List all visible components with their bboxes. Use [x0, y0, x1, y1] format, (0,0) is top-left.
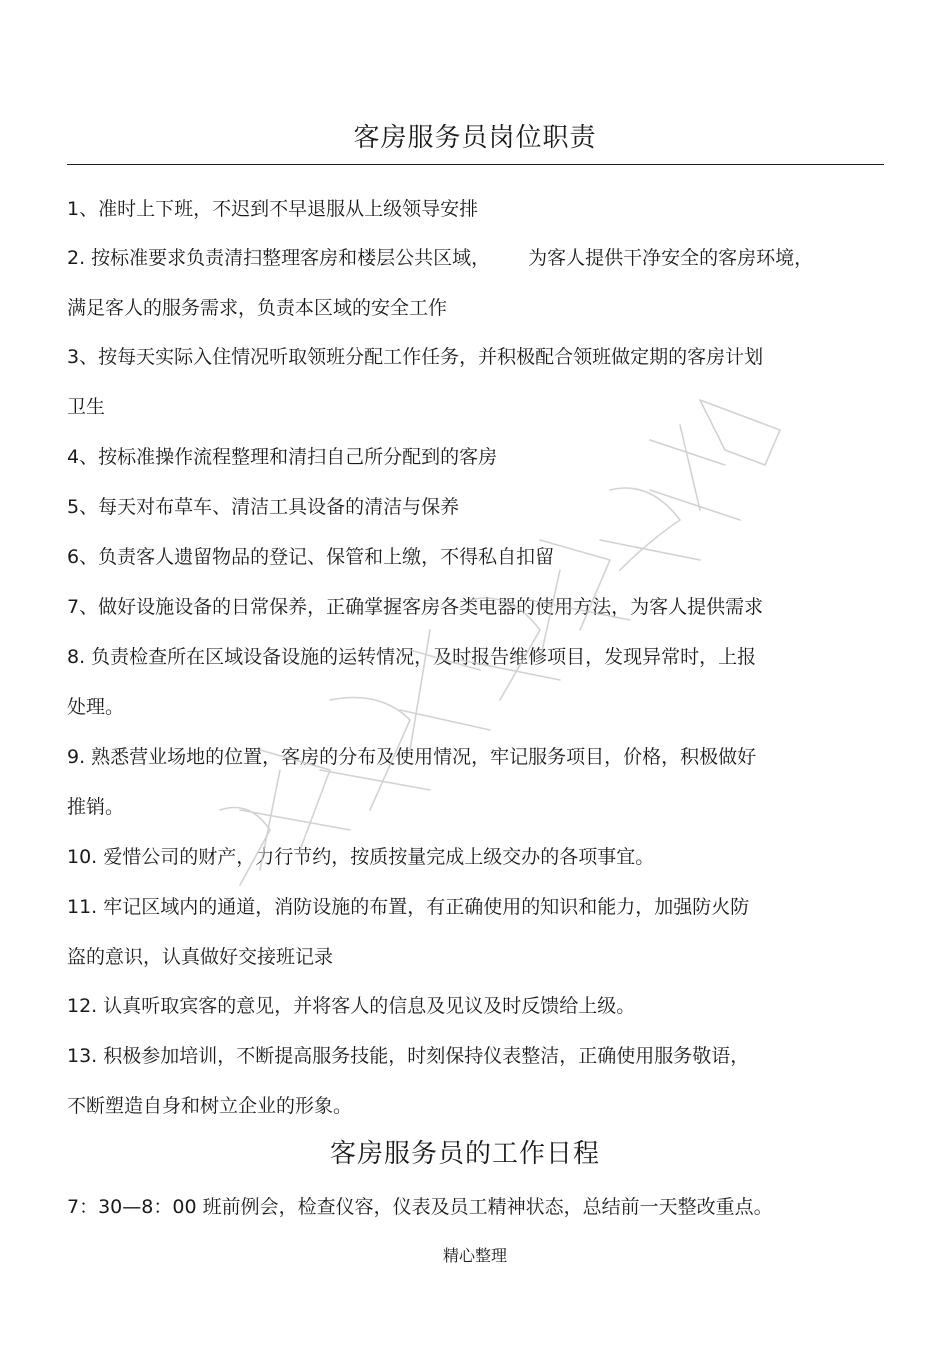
duty-line-2-part-a: 2. 按标准要求负责清扫整理客房和楼层公共区域， — [67, 247, 491, 269]
page-title: 客房服务员岗位职责 — [353, 123, 597, 153]
duty-line-13-cont: 不断塑造自身和树立企业的形象。 — [67, 1095, 353, 1117]
duty-line-2-cont: 满足客人的服务需求，负责本区域的安全工作 — [67, 297, 448, 319]
duty-line-8-cont: 处理。 — [67, 696, 125, 718]
duty-line-13: 13. 积极参加培训，不断提高服务技能，时刻保持仪表整洁，正确使用服务敬语， — [67, 1045, 750, 1067]
duty-line-2 — [67, 243, 813, 273]
schedule-line-1: 7：30—8：00 班前例会，检查仪容，仪表及员工精神状态，总结前一天整改重点。 — [67, 1196, 773, 1218]
title-divider — [67, 164, 884, 165]
duty-line-8: 8. 负责检查所在区域设备设施的运转情况，及时报告维修项目，发现异常时，上报 — [67, 646, 757, 668]
duty-line-9-cont: 推销。 — [67, 796, 125, 818]
duty-line-2-part-b: 为客人提供干净安全的客房环境， — [528, 247, 814, 269]
duty-line-10: 10. 爱惜公司的财产，力行节约，按质按量完成上级交办的各项事宜。 — [67, 846, 655, 868]
section-title: 客房服务员的工作日程 — [329, 1139, 600, 1169]
page-footer: 精心整理 — [442, 1246, 507, 1265]
duty-line-12: 12. 认真听取宾客的意见，并将客人的信息及见议及时反馈给上级。 — [67, 995, 636, 1017]
duty-line-11: 11. 牢记区域内的通道，消防设施的布置，有正确使用的知识和能力，加强防火防 — [67, 896, 750, 918]
duty-line-3: 3、按每天实际入住情况听取领班分配工作任务，并积极配合领班做定期的客房计划 — [67, 346, 764, 368]
duty-line-6: 6、负责客人遗留物品的登记、保管和上缴，不得私自扣留 — [67, 546, 555, 568]
duty-line-1: 1、准时上下班，不迟到不早退服从上级领导安排 — [67, 198, 479, 220]
duty-line-3-cont: 卫生 — [67, 396, 106, 418]
duty-line-7: 7、做好设施设备的日常保养，正确掌握客房各类电器的使用方法，为客人提供需求 — [67, 596, 764, 618]
duty-line-11-cont: 盗的意识，认真做好交接班记录 — [67, 946, 334, 968]
duty-line-4: 4、按标准操作流程整理和清扫自己所分配到的客房 — [67, 446, 498, 468]
duty-line-9: 9. 熟悉营业场地的位置，客房的分布及使用情况，牢记服务项目，价格，积极做好 — [67, 746, 757, 768]
duty-line-5: 5、每天对布草车、清洁工具设备的清洁与保养 — [67, 496, 460, 518]
